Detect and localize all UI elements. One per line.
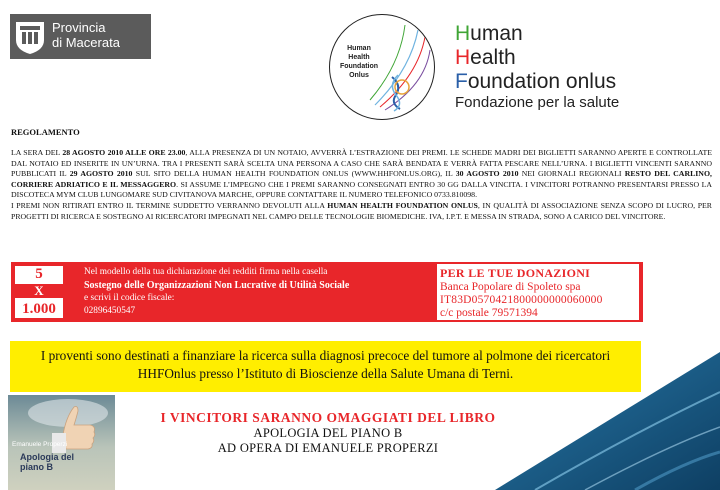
regolamento-body <box>11 148 712 222</box>
tax-line1: Nel modello della tua dichiarazione dei redditi firma nella casella <box>84 267 328 277</box>
hhf-circle-text <box>336 44 382 80</box>
tax-instructions <box>84 266 429 318</box>
blue-wave-decoration <box>495 352 720 490</box>
colored-initial: H <box>455 22 471 45</box>
circle-text-line3: Foundation <box>339 63 379 70</box>
foundation-name-line3 <box>455 70 616 94</box>
research-notice-line2: HHFOnlus presso l’Istituto di Bioscienze della Salute Umana di Terni. <box>137 366 514 381</box>
foundation-name-line2 <box>455 46 616 70</box>
foundation-subtitle: Fondazione per la salute <box>455 94 620 111</box>
donation-box <box>437 264 639 320</box>
donation-bank: Banca Popolare di Spoleto spa <box>440 281 581 293</box>
badge-thousand: 1.000 <box>22 301 56 317</box>
foundation-name-line1 <box>455 22 616 46</box>
word-rest: uman <box>470 22 523 45</box>
hhf-circle-logo <box>329 14 435 120</box>
five-per-thousand-banner <box>11 262 643 322</box>
regolamento-paragraph-2: I PREMI NON RITIRATI ENTRO IL TERMINE SUDDETTO VERRANNO DEVOLUTI ALLA HUMAN HEALTH FOUNDATION ONLUS, IN QUALITÀ DI ASSOCIAZIONE SENZA SCOPO DI LUCRO, PER PROGETTI DI RICERCA E SOSTEGNO AI RICERCATORI IMPEGNATI NEL CAMPO DELLE TECNOLOGIE BIOMEDICHE. IVA, I.P.T. E MESSA IN STRADA, SONO A CARICO DEL VINCITORE. <box>11 200 712 221</box>
badge-x: X <box>15 284 63 298</box>
donation-postal-account: c/c postale 79571394 <box>440 307 538 319</box>
donation-title: PER LE TUE DONAZIONI <box>440 266 591 280</box>
badge-five: 5 <box>35 266 43 282</box>
colored-initial: F <box>455 70 468 93</box>
circle-text-line1: Human <box>347 45 371 52</box>
colored-initial: H <box>455 46 471 69</box>
five-per-thousand-badge <box>15 266 63 318</box>
book-cover-image <box>8 395 115 490</box>
province-name-line2: di Macerata <box>52 35 120 50</box>
book-cover-title <box>20 452 74 472</box>
book-author-line: AD OPERA DI EMANUELE PROPERZI <box>217 441 439 455</box>
tax-line3: e scrivi il codice fiscale: <box>84 293 175 303</box>
circle-text-line4: Onlus <box>349 72 369 79</box>
fiscal-code: 02896450547 <box>84 306 136 316</box>
word-rest: ealth <box>470 46 516 69</box>
province-name <box>52 20 120 50</box>
province-name-line1: Provincia <box>52 20 106 35</box>
province-emblem-icon <box>13 18 47 55</box>
book-cover-title-line2: piano B <box>20 462 53 472</box>
winners-heading: I VINCITORI SARANNO OMAGGIATI DEL LIBRO <box>160 410 496 425</box>
foundation-name <box>455 22 616 94</box>
donation-iban: IT83D0570421800000000060000 <box>440 294 603 306</box>
word-rest: oundation onlus <box>467 70 617 93</box>
circle-text-line2: Health <box>348 54 370 61</box>
regolamento-title: REGOLAMENTO <box>11 127 80 137</box>
regolamento-paragraph-1: LA SERA DEL 28 AGOSTO 2010 ALLE ORE 23.00, ALLA PRESENZA DI UN NOTAIO, AVVERRÀ L’ESTRAZIONE DEI PREMI. LE SCHEDE MADRI DEI BIGLIETTI SARANNO APERTE E CONTROLLATE DAL NOTAIO ED INSERITE IN UN’URNA. TRA I PRESENTI SARÀ SCELTA UNA PERSONA A CASO CHE SARÀ BENDATA E VERRÀ FATTA PESCARE NELL’URNA. I BIGLIETTI VINCENTI SARANNO PUBBLICATI IL 29 AGOSTO 2010 SUL SITO DELLA HUMAN HEALTH FOUNDATION ONLUS (WWW.HHFONLUS.ORG), IL 30 AGOSTO 2010 NEI GIORNALI REGIONALI RESTO DEL CARLINO, CORRIERE ADRIATICO E IL MESSAGGERO. SI ASSUME L’IMPEGNO CHE I PREMI SARANNO CONSEGNATI ENTRO 30 GG DALLA VINCITA. I VINCITORI POTRANNO PRESENTARSI PRESSO LA DISCOTECA MYM CLUB LUNGOMARE SUD CIVITANOVA MARCHE, OPPURE CONTATTARE IL NUMERO TELEFONICO 0733.810098. <box>11 148 712 200</box>
book-cover-title-line1: Apologia del <box>20 452 74 462</box>
tax-line2: Sostegno delle Organizzazioni Non Lucrative di Utilità Sociale <box>84 280 350 291</box>
book-title-line: APOLOGIA DEL PIANO B <box>253 426 403 440</box>
province-logo <box>10 14 151 59</box>
research-notice-line1: I proventi sono destinati a finanziare la ricerca sulla diagnosi precoce del tumore al polmone dei ricercatori <box>40 348 611 363</box>
book-cover-author: Emanuele Properzi <box>12 441 68 448</box>
